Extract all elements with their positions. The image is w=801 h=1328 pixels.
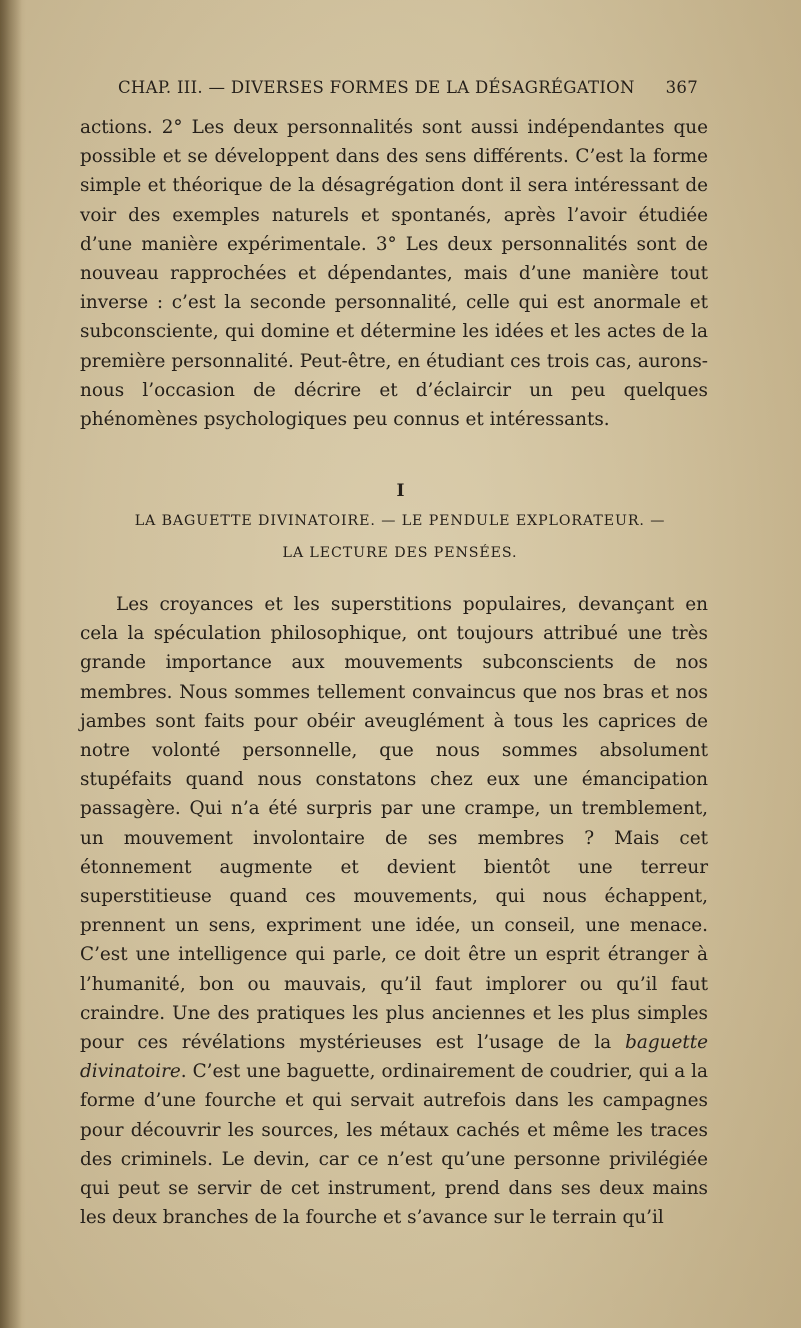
- binding-shadow: [0, 0, 22, 1328]
- italic-term-baguette-divinatoire: baguette divinatoire: [80, 1032, 708, 1083]
- paragraph-continuation: [80, 113, 708, 434]
- paragraph-2-text-end: . C’est une baguette, ordinairement de coudrier, qui a la forme d’une fourche et qui servait autrefois dans les campagnes pour découvrir les sources, les métaux cachés et même les traces des criminels. Le devin, car ce n’est qu’une personne privilégiée qui peut se servir de cet instrument, prend dans ses deux mains les deux branches de la fourche et s’avance sur le terrain qu’il: [80, 1061, 708, 1229]
- paragraph-2-text-start: Les croyances et les superstitions populaires, devançant en cela la spéculation philosophique, ont toujours attribué une très grande importance aux mouvements subconscients de nos membres. Nous sommes tellement convaincus que nos bras et nos jambes sont faits pour obéir aveuglément à tous les caprices de notre volonté personnelle, que nous sommes absolument stupéfaits quand nous constatons chez eux une émancipation passagère. Qui n’a été surpris par une crampe, un tremblement, un mouvement involontaire de ses membres ? Mais cet étonnement augmente et devient bientôt une terreur superstitieuse quand ces mouvements, qui nous échappent, prennent un sens, expriment une idée, un conseil, une menace. C’est une intelligence qui parle, ce doit être un esprit étranger à l’humanité, bon ou mauvais, qu’il faut implorer ou qu’il faut craindre. Une des pratiques les plus anciennes et les plus simples pour ces révélations mystérieuses est l’usage de la: [80, 594, 708, 1054]
- paragraph-1-text: actions. 2° Les deux personnalités sont aussi indépendantes que possible et se développent dans des sens différents. C’est la forme simple et théorique de la désagrégation dont il sera intéressant de voir des exemples naturels et spontanés, après l’avoir étudiée d’une manière expérimentale. 3° Les deux personnalités sont de nouveau rapprochées et dépendantes, mais d’une manière tout inverse : c’est la seconde personnalité, celle qui est anormale et subconsciente, qui domine et détermine les idées et les actes de la première personnalité. Peut-être, en étudiant ces trois cas, aurons-nous l’occasion de décrire et d’éclaircir un peu quelques phénomènes psychologiques peu connus et intéressants.: [80, 117, 708, 431]
- paragraph-2: [80, 590, 708, 1232]
- section-title-line-2: LA LECTURE DES PENSÉES.: [282, 545, 518, 561]
- section-title-line-1: LA BAGUETTE DIVINATOIRE. — LE PENDULE EXPLORATEUR. —: [134, 513, 666, 529]
- running-head: [118, 78, 698, 97]
- paragraph-2-text: [80, 590, 708, 1232]
- section-numeral: I: [396, 481, 405, 501]
- page-number: 367: [665, 78, 698, 97]
- running-title: CHAP. III. — DIVERSES FORMES DE LA DÉSAGRÉGATION: [118, 78, 635, 97]
